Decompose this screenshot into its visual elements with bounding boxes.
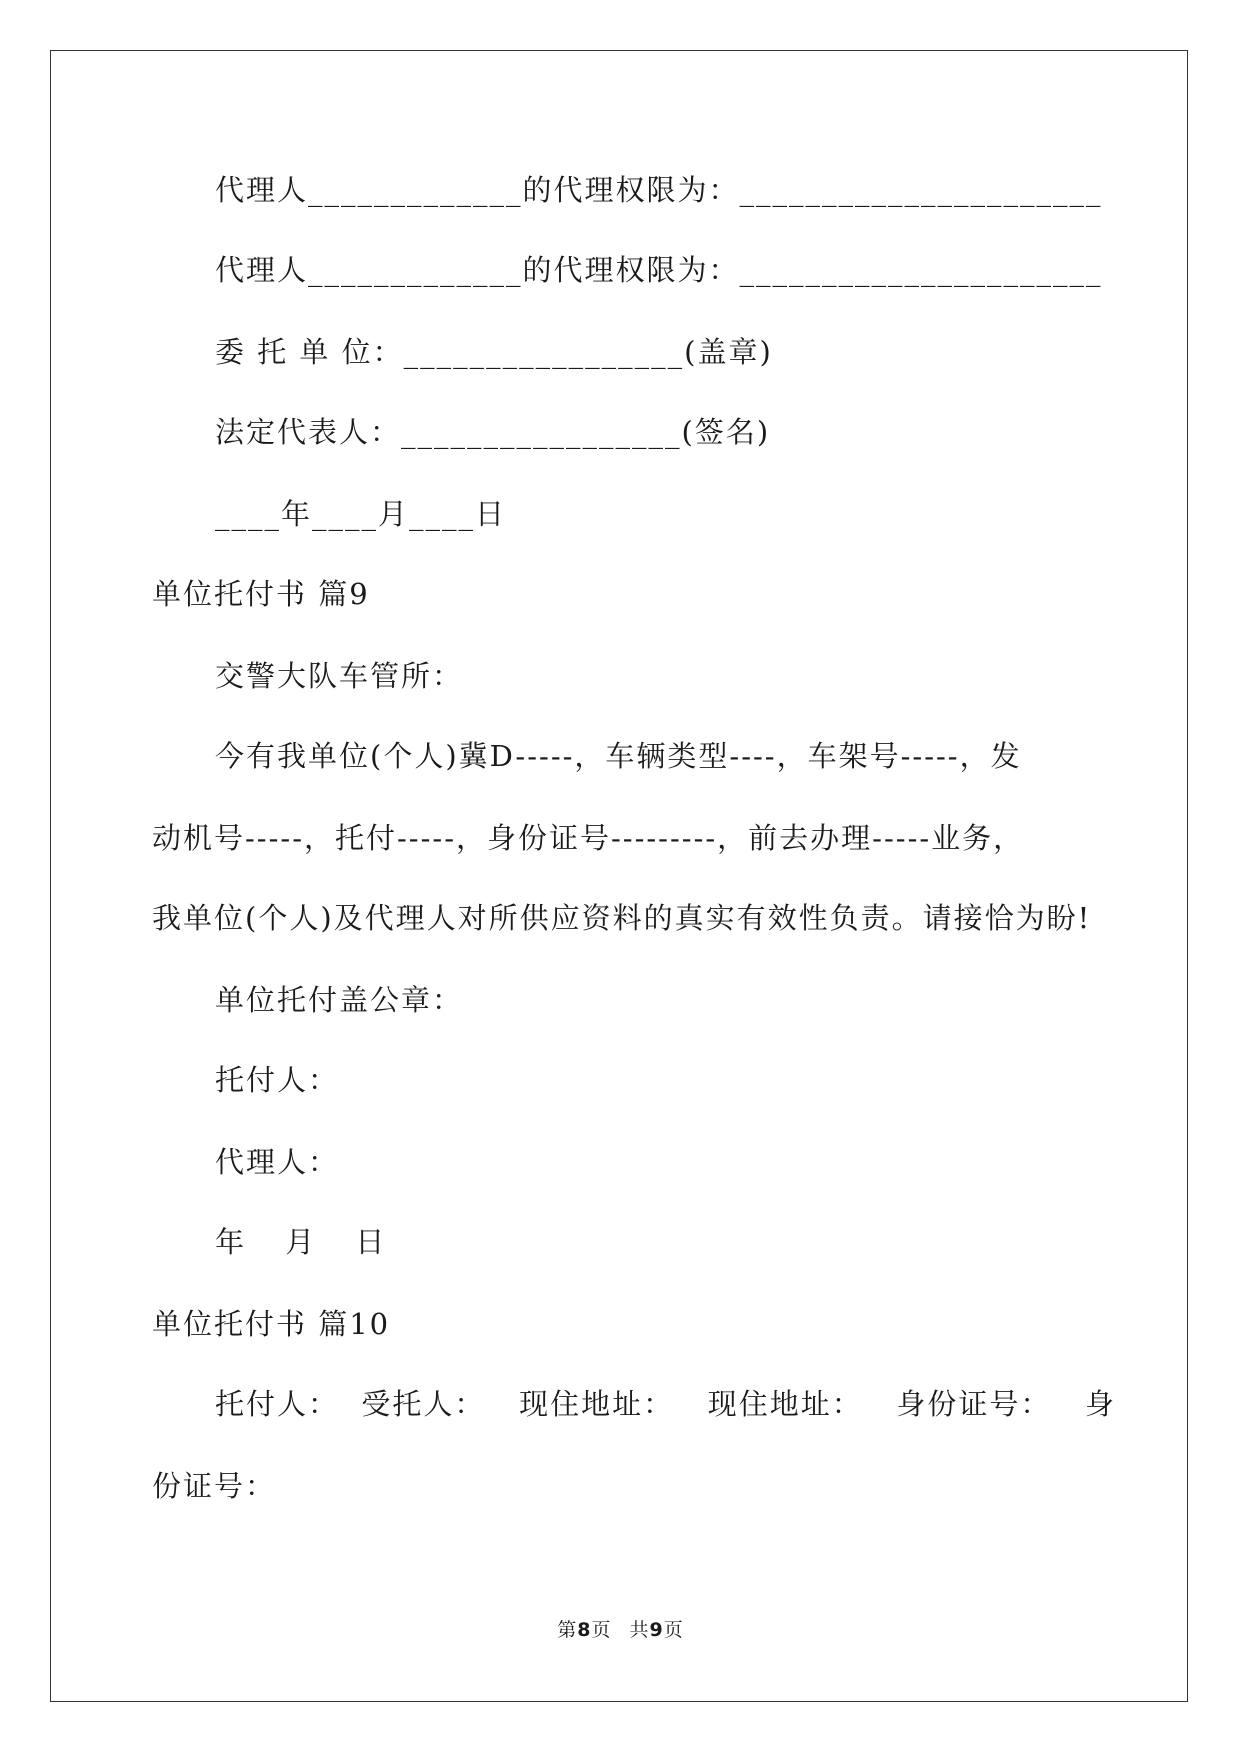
parties-line-1: 托付人： 受托人： 现住地址： 现住地址： 身份证号： 身 [215,1387,1117,1421]
page-footer [0,1618,1241,1642]
entrusting-unit-line: 委 托 单 位：_________________(盖章) [215,335,773,369]
agent-authority-line-2: 代理人_____________的代理权限为：______________________ [215,253,1103,287]
page-border [50,50,1188,1702]
body-paragraph-line-3: 我单位(个人)及代理人对所供应资料的真实有效性负责。请接恰为盼! [152,901,1092,935]
legal-representative-line: 法定代表人：_________________(签名) [215,415,771,449]
agent-line: 代理人： [215,1145,340,1179]
footer-suffix: 页 [663,1619,684,1641]
unit-seal-line: 单位托付盖公章： [215,983,464,1017]
footer-total-prefix: 共 [629,1619,650,1641]
principal-line: 托付人： [215,1063,340,1097]
addressee-line: 交警大队车管所： [215,659,464,693]
parties-line-2: 份证号： [152,1469,277,1503]
section-heading-10: 单位托付书 篇10 [152,1307,391,1341]
section-heading-9: 单位托付书 篇9 [152,577,370,611]
footer-total-page: 9 [649,1619,664,1641]
date-blank-line: 年 月 日 [215,1225,401,1259]
body-paragraph-line-1: 今有我单位(个人)冀D-----，车辆类型----，车架号-----，发 [215,739,1022,773]
date-line: ____年____月____日 [215,497,507,531]
footer-current-page: 8 [577,1619,592,1641]
footer-prefix: 第 [557,1619,578,1641]
body-paragraph-line-2: 动机号-----，托付-----，身份证号---------，前去办理-----业务， [152,821,1025,855]
footer-middle: 页 [591,1619,612,1641]
agent-authority-line-1: 代理人_____________的代理权限为：______________________ [215,173,1103,207]
